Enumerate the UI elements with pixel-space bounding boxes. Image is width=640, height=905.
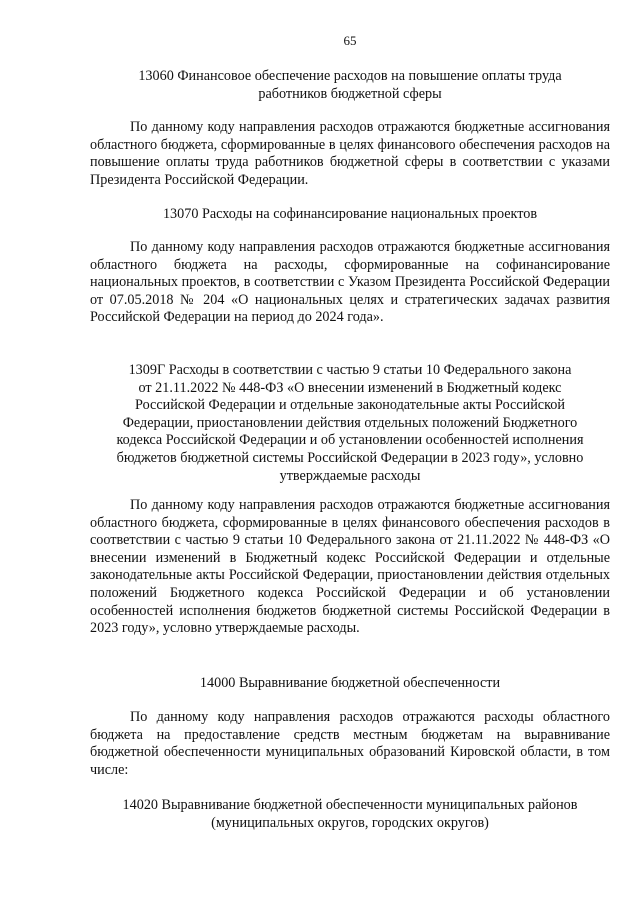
heading-line: 13070 Расходы на софинансирование национальных проектов [162,206,538,222]
section-paragraph-14000: По данному коду направления расходов отражаются расходы областного бюджета на предоставление средств местным бюджетам на выравнивание бюджетной обеспеченности муниципальных образований Кировской области, в том числе: [90,709,610,778]
heading-line: Федерации, приостановлении действия отдельных положений Бюджетного [122,414,578,431]
heading-line: 1309Г Расходы в соответствии с частью 9 статьи 10 Федерального закона [128,362,572,378]
section-heading-13060 [90,68,610,103]
heading-line: работников бюджетной сферы [258,85,442,102]
heading-line: кодекса Российской Федерации и об установлении особенностей исполнения [116,432,584,449]
heading-line: 13060 Финансовое обеспечение расходов на повышение оплаты труда [138,68,562,84]
section-heading-13070 [90,206,610,224]
heading-line: утверждаемые расходы [279,467,421,484]
heading-line: (муниципальных округов, городских округов) [211,814,489,831]
heading-line: 14020 Выравнивание бюджетной обеспеченности муниципальных районов [122,797,578,813]
heading-line: бюджетов бюджетной системы Российской Федерации в 2023 году», условно [116,449,584,466]
document-page [90,0,610,905]
heading-line: 14000 Выравнивание бюджетной обеспеченности [199,675,501,691]
section-heading-1309g [90,362,610,485]
page-number: 65 [343,33,357,48]
heading-line: от 21.11.2022 № 448-ФЗ «О внесении изменений в Бюджетный кодекс [138,379,562,396]
section-paragraph-13060: По данному коду направления расходов отражаются бюджетные ассигнования областного бюджета, сформированные в целях финансового обеспечения расходов на повышение оплаты труда работников бюджетной сферы в соответствии с указами Президента Российской Федерации. [90,119,610,188]
section-paragraph-1309g: По данному коду направления расходов отражаются бюджетные ассигнования областного бюджета, сформированные в целях финансового обеспечения расходов в соответствии с частью 9 статьи 10 Федерального закона от 21.11.2022 № 448-ФЗ «О внесении изменений в Бюджетный кодекс Российской Федерации и отдельные законодательные акты Российской Федерации, приостановлении действия отдельных положений Бюджетного кодекса Российской Федерации и об установлении особенностей исполнения бюджетов бюджетной системы Российской Федерации в 2023 году», условно утверждаемые расходы. [90,497,610,637]
section-heading-14000 [90,675,610,693]
section-heading-14020 [90,797,610,832]
section-paragraph-13070: По данному коду направления расходов отражаются бюджетные ассигнования областного бюджета на расходы, сформированные на софинансирование национальных проектов, в соответствии с Указом Президента Российской Федерации от 07.05.2018 № 204 «О национальных целях и стратегических задачах развития Российской Федерации на период до 2024 года». [90,239,610,326]
heading-line: Российской Федерации и отдельные законодательные акты Российской [135,397,565,414]
